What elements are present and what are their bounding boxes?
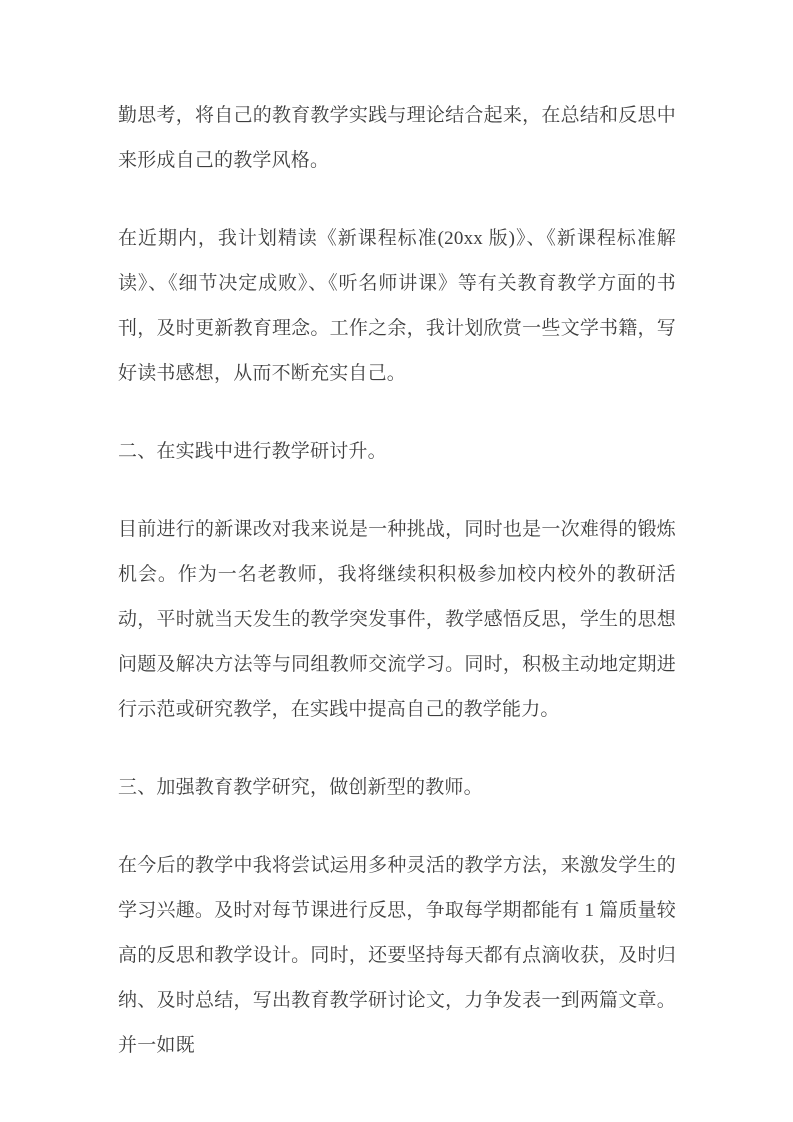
paragraph-continuation: 勤思考，将自己的教育教学实践与理论结合起来，在总结和反思中来形成自己的教学风格。 xyxy=(118,105,676,171)
paragraph-practice-research: 目前进行的新课改对我来说是一种挑战，同时也是一次难得的锻炼机会。作为一名老教师，我将继续积积极参加校内校外的教研活动，平时就当天发生的教学突发事件，教学感悟反思，学生的思想问题及解决方法等与同组教师交流学习。同时，积极主动地定期进行示范或研究教学，在实践中提高自己的教学能力。 xyxy=(118,519,676,720)
section-heading-3: 三、加强教育教学研究，做创新型的教师。 xyxy=(118,777,483,798)
section-heading-2: 二、在实践中进行教学研讨升。 xyxy=(118,441,387,462)
paragraph-reading-plan: 在近期内，我计划精读《新课程标准(20xx 版)》、《新课程标准解读》、《细节决定成败》、《听名师讲课》等有关教育教学方面的书刊，及时更新教育理念。工作之余，我计划欣赏一些文学书籍，写好读书感想，从而不断充实自己。 xyxy=(118,228,676,384)
paragraph-innovative-teacher: 在今后的教学中我将尝试运用多种灵活的教学方法，来激发学生的学习兴趣。及时对每节课进行反思，争取每学期都能有 1 篇质量较高的反思和教学设计。同时，还要坚持每天都有点滴收获，及时归纳、及时总结，写出教育教学研讨论文，力争发表一到两篇文章。并一如既 xyxy=(118,855,676,1056)
